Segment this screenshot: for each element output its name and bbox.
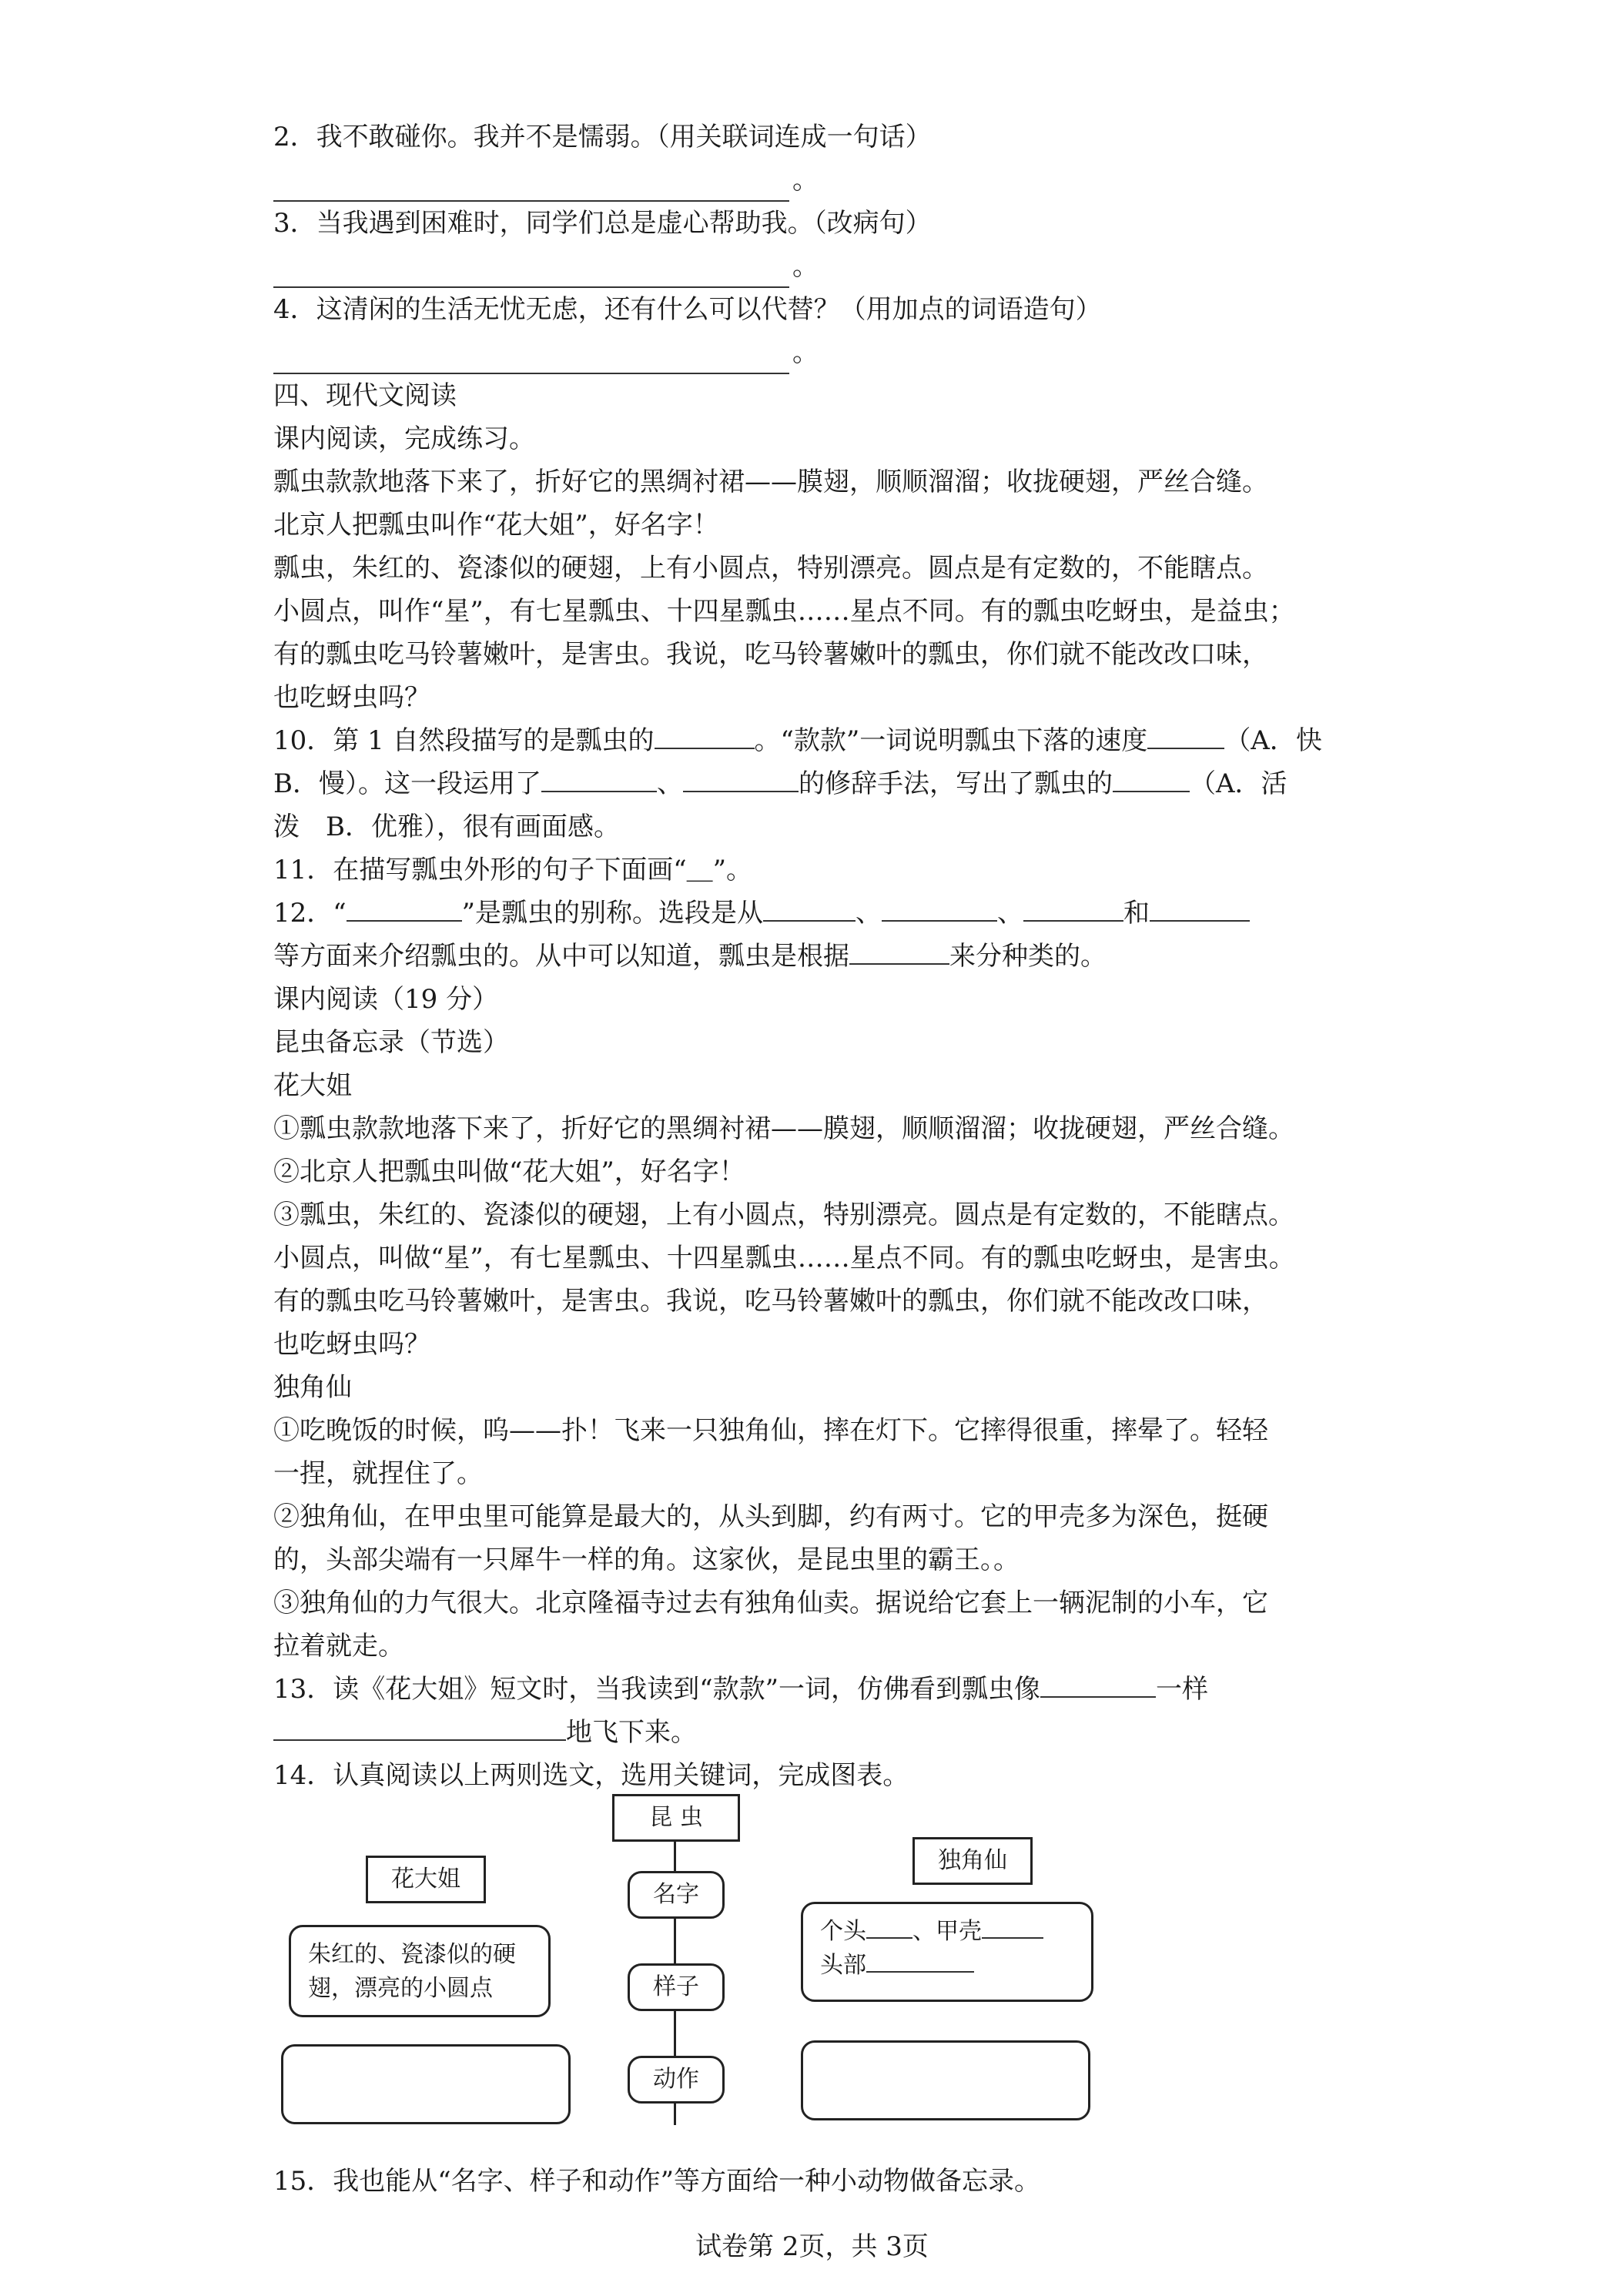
question-10: 10．第 1 自然段描写的是瓢虫的 。“款款”一词说明瓢虫下落的速度 （A．快 bbox=[273, 725, 1322, 756]
fill-blank[interactable] bbox=[1113, 768, 1190, 792]
question-11: 11．在描写瓢虫外形的句子下面画“＿”。 bbox=[273, 855, 753, 885]
fill-blank[interactable] bbox=[849, 940, 949, 965]
passage2-line: ①瓢虫款款地落下来了，折好它的黑绸衬裙——膜翅，顺顺溜溜；收拢硬翅，严丝合缝。 bbox=[273, 1113, 1294, 1144]
page-footer: 试卷第 2页，共 3页 bbox=[695, 2231, 929, 2262]
passage3-line: 拉着就走。 bbox=[273, 1631, 404, 1662]
node-name-box: 名字 bbox=[628, 1871, 725, 1919]
node-appearance-box: 样子 bbox=[628, 1963, 725, 2011]
question-12-cont: 等方面来介绍瓢虫的。从中可以知道，瓢虫是根据 来分种类的。 bbox=[273, 941, 1107, 972]
passage1-line: 北京人把瓢虫叫作“花大姐”，好名字！ bbox=[273, 510, 719, 541]
passage1-line: 瓢虫，朱红的、瓷漆似的硬翅，上有小圆点，特别漂亮。圆点是有定数的，不能瞎点。 bbox=[273, 553, 1268, 584]
passage3-line: 的，头部尖端有一只犀牛一样的角。这家伙，是昆虫里的霸王。。 bbox=[273, 1545, 1020, 1575]
question-15-block bbox=[273, 2160, 1351, 2203]
right-appearance-box: 个头 、甲壳 头部 bbox=[801, 1902, 1093, 2002]
fill-blank[interactable] bbox=[1147, 725, 1224, 749]
passage-heading-dujiaoxian: 独角仙 bbox=[273, 1372, 352, 1403]
exam-content bbox=[273, 115, 1351, 1797]
passage2-line: 有的瓢虫吃马铃薯嫩叶，是害虫。我说，吃马铃薯嫩叶的瓢虫，你们就不能改改口味， bbox=[273, 1286, 1268, 1317]
question-10-end: 泼 B．优雅），很有画面感。 bbox=[273, 812, 620, 842]
section-title: 四、现代文阅读 bbox=[273, 380, 457, 411]
passage1-line: 有的瓢虫吃马铃薯嫩叶，是害虫。我说，吃马铃薯嫩叶的瓢虫，你们就不能改改口味， bbox=[273, 639, 1268, 670]
question-13-cont: 地飞下来。 bbox=[273, 1711, 1351, 1754]
reading-intro-1: 课内阅读，完成练习。 bbox=[273, 423, 535, 454]
insect-diagram bbox=[273, 1794, 1367, 2133]
question-2: 2．我不敢碰你。我并不是懦弱。（用关联词连成一句话） bbox=[273, 122, 932, 152]
question-15: 15．我也能从“名字、样子和动作”等方面给一种小动物做备忘录。 bbox=[273, 2166, 1041, 2197]
passage3-line: ③独角仙的力气很大。北京隆福寺过去有独角仙卖。据说给它套上一辆泥制的小车，它 bbox=[273, 1588, 1268, 1618]
passage-heading-huadajie: 花大姐 bbox=[273, 1070, 352, 1101]
fill-blank[interactable] bbox=[1040, 1673, 1156, 1698]
passage2-line: 也吃蚜虫吗？ bbox=[273, 1329, 430, 1360]
fill-blank[interactable] bbox=[866, 1950, 974, 1973]
fill-blank[interactable] bbox=[882, 897, 997, 922]
passage1-line: 小圆点，叫作“星”，有七星瓢虫、十四星瓢虫……星点不同。有的瓢虫吃蚜虫，是益虫； bbox=[273, 596, 1295, 627]
right-action-box[interactable] bbox=[801, 2040, 1090, 2120]
fill-blank[interactable] bbox=[541, 768, 657, 792]
fill-blank[interactable] bbox=[655, 725, 755, 749]
fill-blank[interactable] bbox=[1150, 897, 1250, 922]
answer-line-4[interactable]: 。 bbox=[273, 331, 1351, 374]
passage1-line: 瓢虫款款地落下来了，折好它的黑绸衬裙——膜翅，顺顺溜溜；收拢硬翅，严丝合缝。 bbox=[273, 467, 1268, 497]
center-title-box: 昆 虫 bbox=[612, 1794, 740, 1842]
question-12: 12．“ ”是瓢虫的别称。选段是从 、 、 和 bbox=[273, 892, 1351, 935]
fill-blank[interactable] bbox=[1023, 897, 1123, 922]
answer-line-3[interactable]: 。 bbox=[273, 245, 1351, 288]
right-title-box: 独角仙 bbox=[912, 1837, 1033, 1885]
fill-blank[interactable] bbox=[982, 1916, 1043, 1939]
fill-blank[interactable] bbox=[763, 897, 856, 922]
question-13: 13．读《花大姐》短文时，当我读到“款款”一词，仿佛看到瓢虫像 一样 bbox=[273, 1674, 1209, 1705]
left-action-box[interactable] bbox=[281, 2044, 571, 2124]
passage2-line: ②北京人把瓢虫叫做“花大姐”，好名字！ bbox=[273, 1156, 745, 1187]
passage3-line: 一捏，就捏住了。 bbox=[273, 1458, 483, 1489]
question-3: 3．当我遇到困难时，同学们总是虚心帮助我。（改病句） bbox=[273, 208, 932, 239]
left-appearance-box: 朱红的、瓷漆似的硬 翅，漂亮的小圆点 bbox=[289, 1925, 551, 2017]
fill-blank[interactable] bbox=[866, 1916, 912, 1939]
fill-blank[interactable] bbox=[347, 897, 462, 922]
fill-blank[interactable] bbox=[273, 1716, 566, 1741]
question-14: 14．认真阅读以上两则选文，选用关键词，完成图表。 bbox=[273, 1760, 909, 1791]
question-10-cont: B．慢）。这一段运用了 、 的修辞手法，写出了瓢虫的 （A．活 bbox=[273, 768, 1287, 799]
answer-line-2[interactable]: 。 bbox=[273, 159, 1351, 202]
reading-intro-2: 课内阅读（19 分） bbox=[273, 984, 499, 1015]
fill-blank[interactable] bbox=[683, 768, 799, 792]
left-title-box: 花大姐 bbox=[366, 1856, 486, 1903]
node-action-box: 动作 bbox=[628, 2056, 725, 2104]
passage2-line: ③瓢虫，朱红的、瓷漆似的硬翅，上有小圆点，特别漂亮。圆点是有定数的，不能瞎点。 bbox=[273, 1200, 1294, 1230]
passage-subtitle: 昆虫备忘录（节选） bbox=[273, 1027, 509, 1058]
passage3-line: ①吃晚饭的时候，呜——扑！飞来一只独角仙，摔在灯下。它摔得很重，摔晕了。轻轻 bbox=[273, 1415, 1268, 1446]
passage2-line: 小圆点，叫做“星”，有七星瓢虫、十四星瓢虫……星点不同。有的瓢虫吃蚜虫，是害虫。 bbox=[273, 1243, 1295, 1274]
question-4: 4．这清闲的生活无忧无虑，还有什么可以代替？（用加点的词语造句） bbox=[273, 294, 1102, 325]
passage1-line: 也吃蚜虫吗？ bbox=[273, 682, 430, 713]
passage3-line: ②独角仙，在甲虫里可能算是最大的，从头到脚，约有两寸。它的甲壳多为深色，挺硬 bbox=[273, 1501, 1268, 1532]
